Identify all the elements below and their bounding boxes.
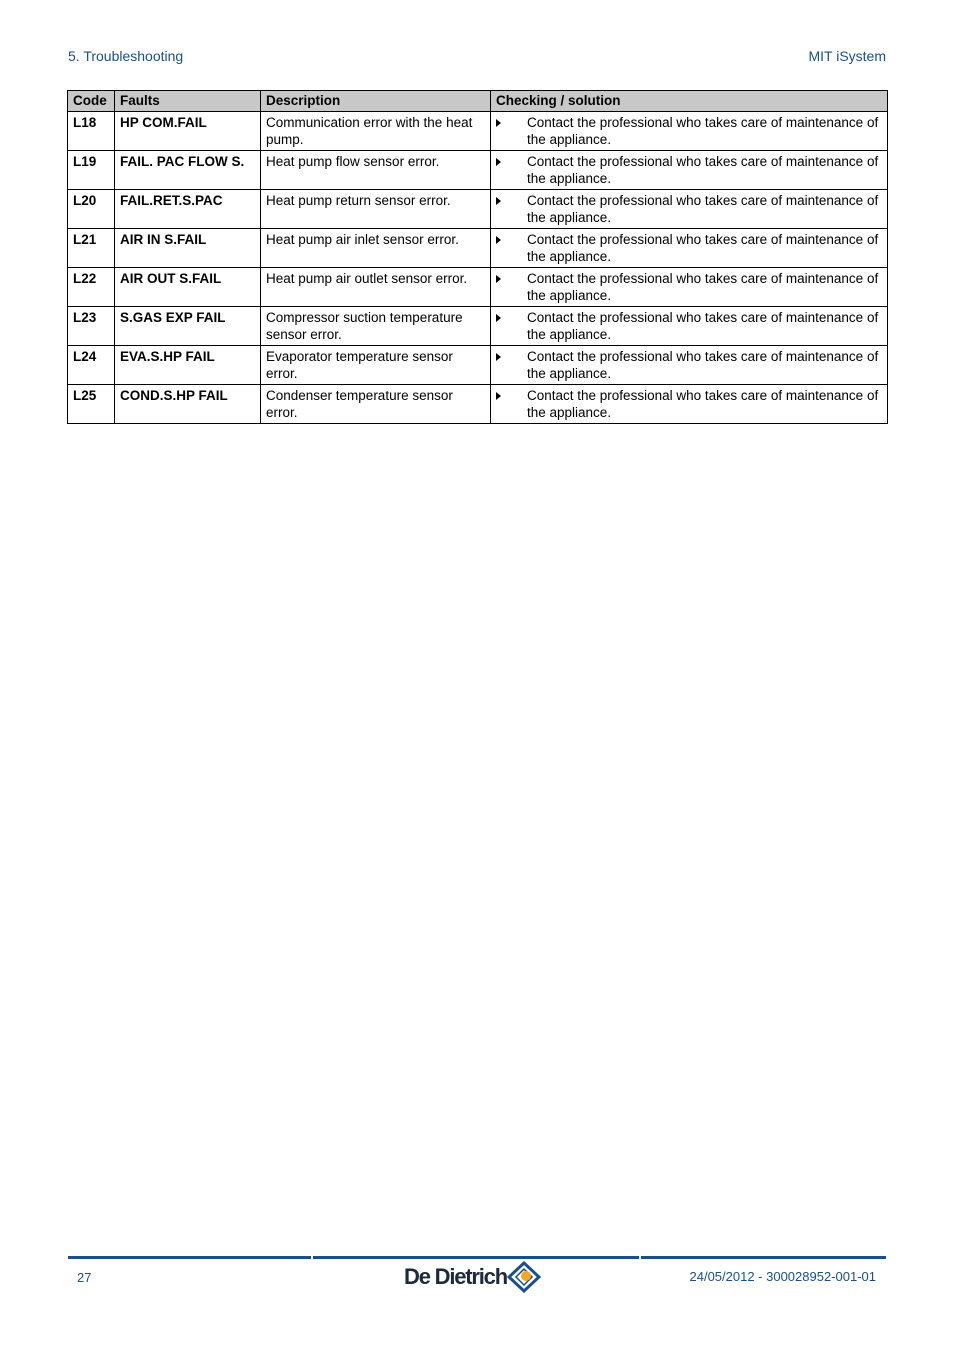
fault-code: L25	[68, 385, 115, 424]
fault-solution-cell	[491, 385, 888, 424]
fault-solution: Contact the professional who takes care of maintenance of the appliance.	[527, 193, 879, 225]
footer-rule	[68, 1256, 886, 1259]
fault-description: Evaporator temperature sensor error.	[261, 346, 491, 385]
triangle-bullet-icon	[496, 392, 501, 400]
fault-solution: Contact the professional who takes care of maintenance of the appliance.	[527, 388, 879, 420]
fault-code: L23	[68, 307, 115, 346]
fault-description: Communication error with the heat pump.	[261, 112, 491, 151]
triangle-bullet-icon	[496, 236, 501, 244]
fault-description: Compressor suction temperature sensor error.	[261, 307, 491, 346]
fault-solution-cell	[491, 112, 888, 151]
fault-code: L19	[68, 151, 115, 190]
fault-name: S.GAS EXP FAIL	[115, 307, 261, 346]
table-body	[68, 112, 888, 424]
table-row	[68, 112, 888, 151]
fault-name: FAIL. PAC FLOW S.	[115, 151, 261, 190]
triangle-bullet-icon	[496, 119, 501, 127]
brand-diamond-icon	[507, 1261, 541, 1293]
column-header-faults: Faults	[115, 91, 261, 112]
fault-solution: Contact the professional who takes care of maintenance of the appliance.	[527, 154, 879, 186]
fault-solution: Contact the professional who takes care of maintenance of the appliance.	[527, 349, 879, 381]
fault-solution-cell	[491, 307, 888, 346]
brand-logo	[404, 1261, 541, 1293]
fault-solution: Contact the professional who takes care of maintenance of the appliance.	[527, 310, 879, 342]
fault-solution: Contact the professional who takes care of maintenance of the appliance.	[527, 271, 879, 303]
section-title: 5. Troubleshooting	[68, 48, 184, 64]
fault-description: Heat pump air outlet sensor error.	[261, 268, 491, 307]
fault-code: L20	[68, 190, 115, 229]
table-row	[68, 346, 888, 385]
fault-solution-cell	[491, 346, 888, 385]
column-header-code: Code	[68, 91, 115, 112]
fault-solution-cell	[491, 151, 888, 190]
table-row	[68, 307, 888, 346]
table-row	[68, 268, 888, 307]
brand-logo-text: De Dietrich	[404, 1264, 507, 1289]
fault-name: AIR OUT S.FAIL	[115, 268, 261, 307]
column-header-solution: Checking / solution	[491, 91, 888, 112]
fault-code: L21	[68, 229, 115, 268]
fault-name: COND.S.HP FAIL	[115, 385, 261, 424]
table-row	[68, 229, 888, 268]
fault-name: HP COM.FAIL	[115, 112, 261, 151]
table-row	[68, 385, 888, 424]
fault-solution: Contact the professional who takes care of maintenance of the appliance.	[527, 115, 879, 147]
triangle-bullet-icon	[496, 197, 501, 205]
fault-name: EVA.S.HP FAIL	[115, 346, 261, 385]
fault-solution-cell	[491, 268, 888, 307]
fault-description: Condenser temperature sensor error.	[261, 385, 491, 424]
column-header-description: Description	[261, 91, 491, 112]
fault-solution-cell	[491, 229, 888, 268]
table-header-row	[68, 91, 888, 112]
triangle-bullet-icon	[496, 158, 501, 166]
table-row	[68, 190, 888, 229]
triangle-bullet-icon	[496, 314, 501, 322]
fault-solution-cell	[491, 190, 888, 229]
table-row	[68, 151, 888, 190]
fault-code: L18	[68, 112, 115, 151]
fault-description: Heat pump flow sensor error.	[261, 151, 491, 190]
fault-code: L24	[68, 346, 115, 385]
fault-solution: Contact the professional who takes care of maintenance of the appliance.	[527, 232, 879, 264]
fault-name: AIR IN S.FAIL	[115, 229, 261, 268]
fault-codes-table	[67, 90, 888, 424]
product-name: MIT iSystem	[808, 48, 886, 64]
page-number: 27	[77, 1270, 92, 1285]
triangle-bullet-icon	[496, 353, 501, 361]
document-reference: 24/05/2012 - 300028952-001-01	[689, 1269, 876, 1284]
fault-name: FAIL.RET.S.PAC	[115, 190, 261, 229]
fault-description: Heat pump return sensor error.	[261, 190, 491, 229]
fault-code: L22	[68, 268, 115, 307]
fault-description: Heat pump air inlet sensor error.	[261, 229, 491, 268]
triangle-bullet-icon	[496, 275, 501, 283]
